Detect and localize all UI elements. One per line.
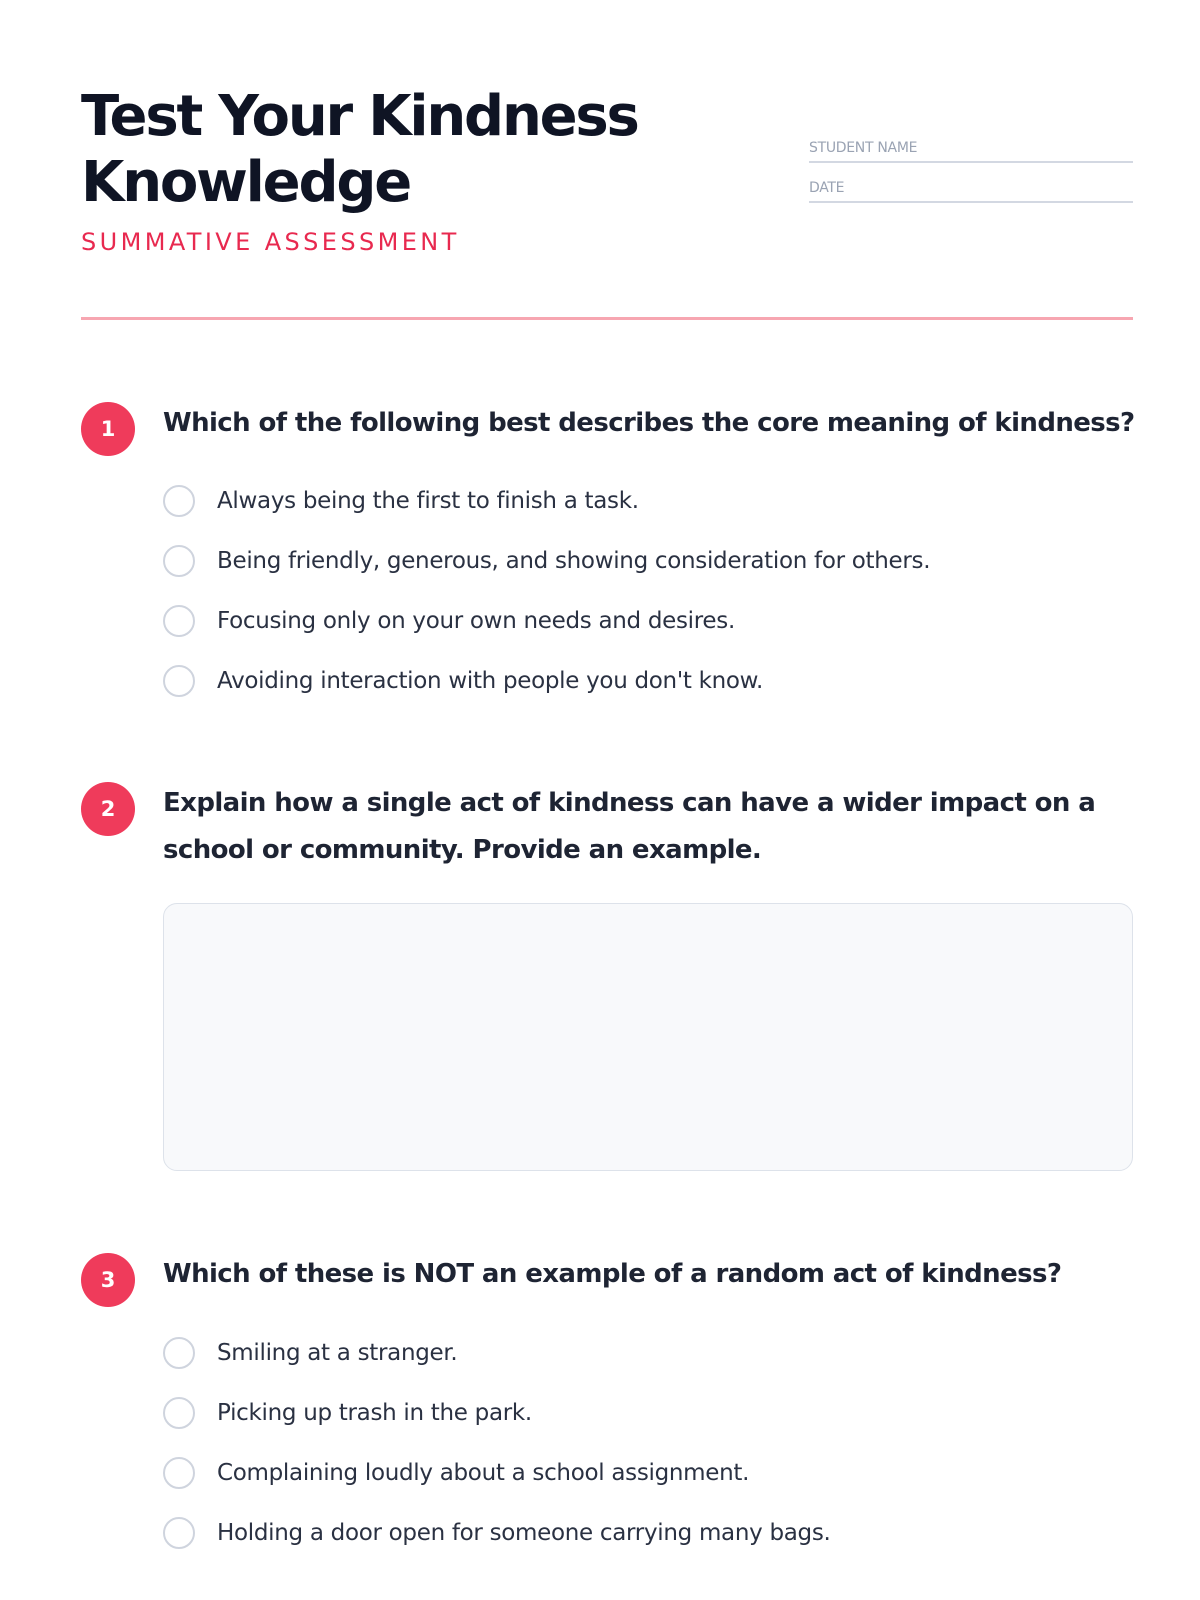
answer-option[interactable] — [163, 1396, 532, 1430]
radio-button[interactable] — [163, 665, 195, 697]
radio-button[interactable] — [163, 605, 195, 637]
answer-option[interactable] — [163, 544, 930, 578]
radio-button[interactable] — [163, 1337, 195, 1369]
header — [81, 80, 1133, 260]
answer-option[interactable] — [163, 1516, 831, 1550]
student-info-fields — [809, 138, 1133, 218]
answer-option[interactable] — [163, 1336, 457, 1370]
radio-button[interactable] — [163, 1517, 195, 1549]
question-text: Explain how a single act of kindness can have a wider impact on a school or community. Provide an example. — [163, 788, 1096, 865]
answer-option-label: Being friendly, generous, and showing consideration for others. — [217, 548, 931, 574]
question-number-badge: 1 — [81, 402, 135, 456]
answer-option[interactable] — [163, 664, 763, 698]
date-field[interactable]: DATE — [809, 178, 1133, 203]
answer-option-label: Smiling at a stranger. — [217, 1340, 458, 1366]
question-text: Which of the following best describes the core meaning of kindness? — [163, 408, 1135, 438]
question-number-badge: 2 — [81, 782, 135, 836]
answer-option-label: Always being the first to finish a task. — [217, 488, 639, 514]
radio-button[interactable] — [163, 545, 195, 577]
answer-option-label: Holding a door open for someone carrying many bags. — [217, 1520, 831, 1546]
radio-button[interactable] — [163, 1397, 195, 1429]
question-number-badge: 3 — [81, 1253, 135, 1307]
answer-option[interactable] — [163, 604, 735, 638]
student-name-field[interactable]: STUDENT NAME — [809, 138, 1133, 163]
answer-option-label: Picking up trash in the park. — [217, 1400, 532, 1426]
answer-option-label: Focusing only on your own needs and desires. — [217, 608, 735, 634]
answer-option[interactable] — [163, 1456, 749, 1490]
answer-option[interactable] — [163, 484, 639, 518]
page-subtitle: SUMMATIVE ASSESSMENT — [81, 228, 460, 256]
radio-button[interactable] — [163, 1457, 195, 1489]
worksheet-page — [81, 0, 1133, 1600]
header-divider — [81, 317, 1133, 320]
answer-option-label: Complaining loudly about a school assignment. — [217, 1460, 750, 1486]
answer-textarea[interactable] — [163, 903, 1133, 1171]
question-text: Which of these is NOT an example of a random act of kindness? — [163, 1259, 1062, 1289]
radio-button[interactable] — [163, 485, 195, 517]
page-title: Test Your Kindness Knowledge — [81, 84, 638, 215]
answer-option-label: Avoiding interaction with people you don't know. — [217, 668, 764, 694]
